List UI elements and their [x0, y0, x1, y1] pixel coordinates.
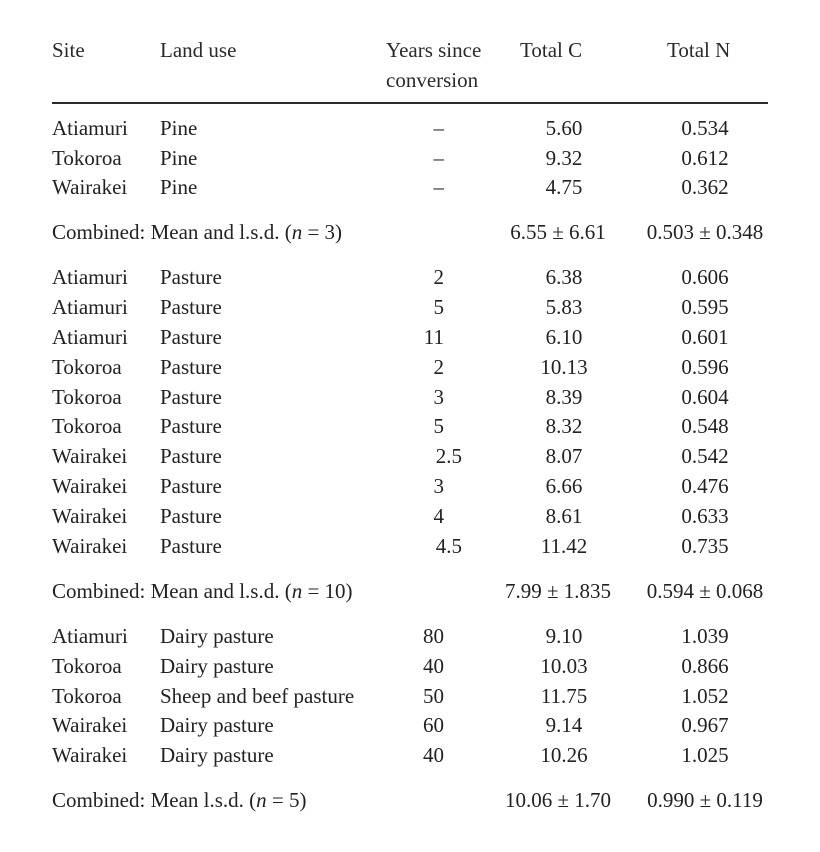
cell-total-c: 9.10 — [545, 624, 583, 648]
header-years-line1: Years since — [386, 38, 482, 62]
cell-site: Tokoroa — [52, 684, 122, 708]
cell-years: 2.5 — [435, 444, 462, 468]
cell-site: Atiamuri — [52, 116, 128, 140]
cell-years: 40 — [423, 743, 444, 767]
cell-site: Tokoroa — [52, 355, 122, 379]
cell-years: 5 — [433, 295, 444, 319]
cell-land-use: Pasture — [160, 325, 222, 349]
cell-total-c: 8.61 — [545, 504, 583, 528]
cell-total-n: 0.735 — [681, 534, 729, 558]
cell-total-n: 0.596 — [681, 355, 729, 379]
cell-land-use: Dairy pasture — [160, 654, 274, 678]
summary-total-n: 0.594 ± 0.068 — [646, 579, 764, 603]
cell-site: Tokoroa — [52, 414, 122, 438]
cell-total-c: 6.10 — [545, 325, 583, 349]
cell-land-use: Pasture — [160, 474, 222, 498]
header-rule — [52, 102, 768, 104]
header-total-n: Total N — [667, 38, 731, 62]
cell-total-c: 4.75 — [545, 175, 583, 199]
cell-total-n: 0.548 — [681, 414, 729, 438]
cell-site: Tokoroa — [52, 385, 122, 409]
cell-total-n: 0.967 — [681, 713, 729, 737]
cell-total-c: 11.42 — [540, 534, 588, 558]
cell-years: 4 — [433, 504, 444, 528]
cell-site: Wairakei — [52, 534, 128, 558]
cell-site: Atiamuri — [52, 325, 128, 349]
cell-site: Atiamuri — [52, 624, 128, 648]
cell-total-n: 0.595 — [681, 295, 729, 319]
cell-total-n: 0.612 — [681, 146, 729, 170]
header-land-use: Land use — [160, 38, 237, 62]
cell-site: Atiamuri — [52, 265, 128, 289]
cell-total-n: 0.604 — [681, 385, 729, 409]
summary-total-c: 7.99 ± 1.835 — [504, 579, 612, 603]
cell-total-c: 9.14 — [545, 713, 583, 737]
cell-years: – — [433, 116, 444, 140]
cell-land-use: Dairy pasture — [160, 713, 274, 737]
cell-years: 3 — [433, 385, 444, 409]
cell-total-n: 0.633 — [681, 504, 729, 528]
cell-land-use: Pasture — [160, 414, 222, 438]
cell-land-use: Pasture — [160, 385, 222, 409]
cell-total-c: 10.26 — [540, 743, 588, 767]
cell-land-use: Pasture — [160, 265, 222, 289]
summary-total-n: 0.990 ± 0.119 — [647, 788, 763, 812]
summary-label: Combined: Mean and l.s.d. (n = 10) — [52, 579, 353, 603]
cell-total-c: 8.32 — [545, 414, 583, 438]
header-site: Site — [52, 38, 85, 62]
cell-land-use: Pasture — [160, 534, 222, 558]
cell-years: 2 — [433, 265, 444, 289]
cell-site: Wairakei — [52, 743, 128, 767]
cell-land-use: Pasture — [160, 295, 222, 319]
cell-site: Wairakei — [52, 504, 128, 528]
cell-site: Atiamuri — [52, 295, 128, 319]
cell-years: 11 — [423, 325, 444, 349]
cell-years: 3 — [433, 474, 444, 498]
cell-years: 2 — [433, 355, 444, 379]
cell-total-c: 6.66 — [545, 474, 583, 498]
cell-years: 40 — [423, 654, 444, 678]
summary-total-c: 6.55 ± 6.61 — [510, 220, 606, 244]
cell-land-use: Dairy pasture — [160, 624, 274, 648]
cell-total-n: 0.606 — [681, 265, 729, 289]
cell-land-use: Pine — [160, 116, 198, 140]
cell-total-c: 10.13 — [540, 355, 588, 379]
cell-land-use: Pasture — [160, 355, 222, 379]
cell-total-c: 5.83 — [545, 295, 583, 319]
cell-years: 60 — [423, 713, 444, 737]
cell-site: Wairakei — [52, 444, 128, 468]
cell-total-n: 0.362 — [681, 175, 729, 199]
cell-site: Tokoroa — [52, 654, 122, 678]
cell-years: 5 — [433, 414, 444, 438]
cell-land-use: Pine — [160, 146, 198, 170]
cell-site: Wairakei — [52, 474, 128, 498]
cell-years: 4.5 — [435, 534, 462, 558]
cell-total-n: 1.039 — [681, 624, 729, 648]
cell-total-c: 9.32 — [545, 146, 583, 170]
cell-land-use: Dairy pasture — [160, 743, 274, 767]
summary-label: Combined: Mean and l.s.d. (n = 3) — [52, 220, 343, 244]
cell-years: 50 — [423, 684, 444, 708]
cell-total-n: 0.866 — [681, 654, 729, 678]
cell-years: 80 — [423, 624, 444, 648]
cell-total-n: 0.542 — [681, 444, 729, 468]
header-years-line2: conversion — [386, 68, 479, 92]
cell-total-c: 8.07 — [545, 444, 583, 468]
cell-land-use: Pine — [160, 175, 198, 199]
cell-years: – — [433, 175, 444, 199]
cell-site: Wairakei — [52, 713, 128, 737]
cell-site: Wairakei — [52, 175, 128, 199]
cell-total-n: 1.052 — [681, 684, 729, 708]
header-total-c: Total C — [520, 38, 583, 62]
cell-site: Tokoroa — [52, 146, 122, 170]
cell-land-use: Sheep and beef pasture — [160, 684, 355, 708]
cell-total-n: 0.476 — [681, 474, 729, 498]
summary-label: Combined: Mean l.s.d. (n = 5) — [52, 788, 307, 812]
summary-total-c: 10.06 ± 1.70 — [504, 788, 612, 812]
cell-total-c: 11.75 — [540, 684, 588, 708]
cell-total-n: 1.025 — [681, 743, 729, 767]
cell-total-c: 6.38 — [545, 265, 583, 289]
cell-total-c: 10.03 — [540, 654, 588, 678]
cell-total-n: 0.601 — [681, 325, 729, 349]
cell-total-n: 0.534 — [681, 116, 729, 140]
cell-land-use: Pasture — [160, 444, 222, 468]
summary-total-n: 0.503 ± 0.348 — [646, 220, 764, 244]
cell-years: – — [433, 146, 444, 170]
cell-total-c: 8.39 — [545, 385, 583, 409]
cell-total-c: 5.60 — [545, 116, 583, 140]
cell-land-use: Pasture — [160, 504, 222, 528]
